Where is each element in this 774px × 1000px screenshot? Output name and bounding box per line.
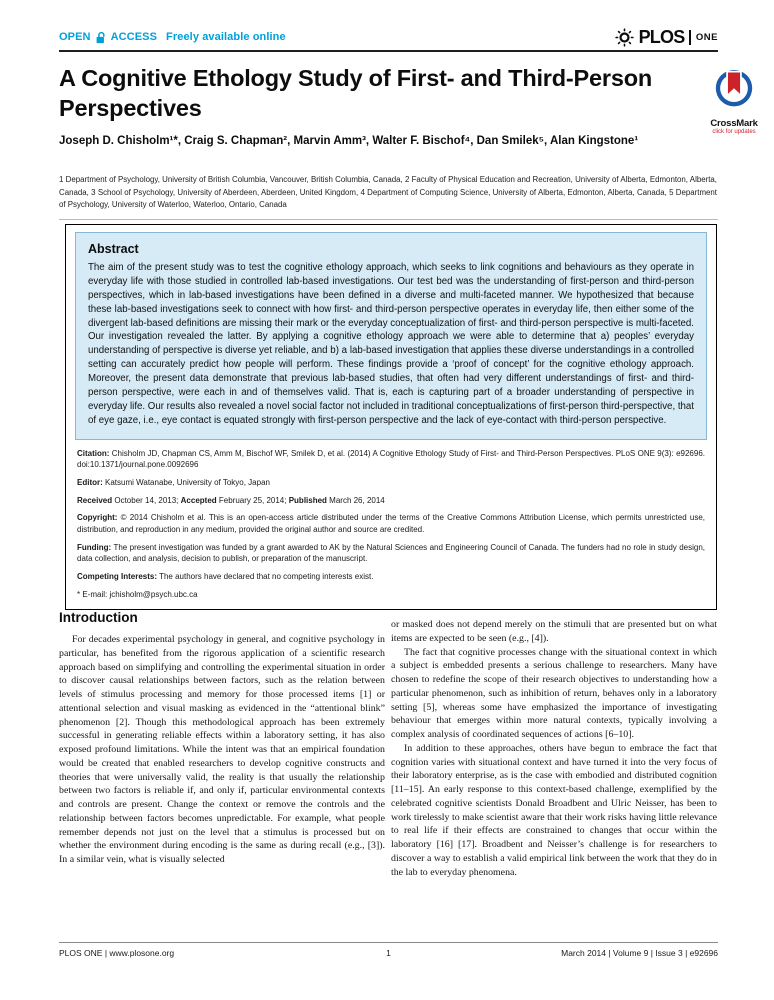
meta-accepted-label: Accepted <box>180 495 217 505</box>
meta-received-text: October 14, 2013; <box>112 495 181 505</box>
meta-competing-interests <box>77 571 705 582</box>
crossmark-icon <box>708 66 760 112</box>
meta-funding-text: The present investigation was funded by a grant awarded to AK by the Natural Sciences and Engineering Council of Canada. The funders had no role in study design, data collection, and analysis, decision to publish, or preparation of the manuscript. <box>77 542 705 564</box>
abstract-heading: Abstract <box>88 242 139 256</box>
article-title: A Cognitive Ethology Study of First- and Third-Person Perspectives <box>59 65 652 122</box>
crossmark-badge[interactable] <box>703 66 765 135</box>
open-access-open-label: OPEN <box>59 31 91 43</box>
page-header <box>59 26 718 48</box>
affiliations: 1 Department of Psychology, University of British Columbia, Vancouver, British Columbia, Canada, 2 Faculty of Physical Education and Recreation, University of Alberta, Edmonton, Alberta, Canada, 3 School of Psychology, University of Aberdeen, Aberdeen, United Kingdom, 4 Department of Computing Science, University of Alberta, Edmonton, Alberta, Canada, 5 Department of Psychology, University of Waterloo, Waterloo, Ontario, Canada <box>59 175 717 210</box>
article-meta-list <box>75 440 707 601</box>
open-lock-icon <box>95 31 107 44</box>
author-list: Joseph D. Chisholm¹*, Craig S. Chapman², Marvin Amm³, Walter F. Bischof⁴, Dan Smilek⁵, Alan Kingstone¹ <box>59 135 639 147</box>
meta-received-label: Received <box>77 495 113 505</box>
intro-paragraph: For decades experimental psychology in general, and cognitive psychology in particular, has benefited from the rigorous application of a scientific research approach based on simplifying and controlling the experimental situation in order to discover causal relationships between factors, such as the relation between levels of stimulus processing and memory for those processed items [1] or attentional selection and visual masking as evidenced in the “attentional blink” phenomenon [2]. Though this methodological approach has been extremely successful in generating reliable effects within a laboratory setting, it has also exposed profound limitations. While the intent was that an empirical foundation would be created that enabled researchers to develop cognitive constructs and theories that were universally valid, the reality is that usually the relationship between two factors is reliable if, and only if, particular environmental contexts and controls are present. Change the context or remove the controls and the relationship between factors becomes unpredictable. For example, what people remember depends not just on the level that a stimulus is processed but on whether the environment during encoding is the same as during recall (e.g., [3]). In a similar vein, what is visually selected <box>59 634 385 866</box>
meta-editor-text: Katsumi Watanabe, University of Tokyo, Japan <box>102 477 270 487</box>
open-access-access-label: ACCESS <box>110 31 158 43</box>
meta-competing-text: The authors have declared that no competing interests exist. <box>157 571 374 581</box>
intro-right-column <box>391 618 717 880</box>
meta-citation-text: Chisholm JD, Chapman CS, Amm M, Bischof WF, Smilek D, et al. (2014) A Cognitive Ethology Study of First- and Third-Person Perspectives. PLoS ONE 9(3): e92696. doi:10.1371/journal.pone.0092696 <box>77 448 705 469</box>
intro-left-column <box>59 633 385 867</box>
meta-competing-label: Competing Interests: <box>77 571 158 581</box>
page-footer <box>59 948 718 962</box>
meta-citation-label: Citation: <box>77 448 110 458</box>
intro-paragraph: The fact that cognitive processes change with the situational context in which a subject is embedded presents a serious challenge to researchers. Many have chosen to redefine the scope of their research objectives to understanding how a particular phenomenon, such as inhibition of return, behaves only in a laboratory setting [5], whereas some have emphasized the importance of investigating behaviour that emerges within more natural contexts, typically involving a complex analysis of coordinated sequences of actions [6–10]. <box>391 646 717 741</box>
meta-published-text: March 26, 2014 <box>326 495 385 505</box>
introduction-heading: Introduction <box>59 610 138 625</box>
meta-funding-label: Funding: <box>77 542 112 552</box>
meta-funding <box>77 542 705 565</box>
open-access-banner <box>59 31 286 44</box>
abstract-panel <box>75 232 707 440</box>
abstract-meta-box <box>65 224 717 610</box>
abstract-text: The aim of the present study was to test the cognitive ethology approach, which seeks to link cognitions and behaviours as they operate in everyday life with those studied in controlled lab-based investigations. Our test bed was the understanding of first-person and third-person perspectives, which in lab-based investigations have been defined in a diverse and multi-faceted manner. We hypothesized that because these lab-based investigations seek to connect with how first- and third-person perspective operates in everyday life, then either some of the divergent lab-based definitions are missing their mark or the everyday conceptualization of first- and third-person perspective is multi-faceted. Our investigation revealed the latter. By applying a cognitive ethology approach we were able to determine that a) peoples’ everyday understanding of perspective is diverse yet reliable, and b) a lab-based investigation that applies these diverse understandings in a controlled setting can accurately predict how people will perform. These findings provide a ‘proof of concept’ for the cognitive ethology approach. Moreover, the present data demonstrate that previous lab-based studies, that often had very different understandings of first- and third-person perspective, were each in and of themselves valid. That is, each is capturing part of a broader understanding of perspective in everyday life. Our results also revealed a novel social factor not included in traditional conceptualizations of first-person third-perspective, that of eye gaze, i.e., eye contact is equated strongly with first-person perspective and the lack of eye-contact with third-person perspective. <box>88 262 694 426</box>
footer-rule <box>59 942 718 943</box>
meta-copyright <box>77 512 705 535</box>
crossmark-subtitle: click for updates <box>712 129 756 135</box>
plos-wordmark: PLOS <box>638 26 685 47</box>
intro-paragraph: or masked does not depend merely on the stimuli that are presented but on what items are expected to be seen (e.g., [4]). <box>391 619 717 644</box>
plos-gear-icon <box>615 28 634 47</box>
plos-one-label: ONE <box>695 31 718 43</box>
crossmark-title: CrossMark <box>710 118 758 129</box>
intro-paragraph: In addition to these approaches, others have begun to embrace the fact that cognition varies with situational context and have turned it into the very focus of their laboratory enterprise, as is the case with embodied and distributed cognition [11–15]. An early response to this context-based challenge, exemplified by the celebrated cognitive scientists Donald Broadbent and Ulric Neisser, has been to work tirelessly to make scientist aware that their work risks having little relevance to real life if their effects are constrained to changes that occur within the laboratory [16] [17]. Broadbent and Neisser’s challenge is for researchers to discover a way to establish a valid empirical link between the work that they do in the lab to everyday phenomena. <box>391 742 717 878</box>
footer-issue-info: March 2014 | Volume 9 | Issue 3 | e92696 <box>561 948 718 958</box>
freely-available-label: Freely available online <box>166 31 286 43</box>
meta-editor-label: Editor: <box>77 477 103 487</box>
header-rule <box>59 50 718 52</box>
footer-journal-label: PLOS ONE | www.plosone.org <box>59 948 175 958</box>
meta-editor <box>77 477 705 488</box>
plos-one-logo <box>615 27 718 48</box>
meta-copyright-label: Copyright: <box>77 513 118 523</box>
meta-email: * E-mail: jchisholm@psych.ubc.ca <box>77 589 198 599</box>
meta-dates <box>77 495 705 506</box>
meta-published-label: Published <box>288 495 327 505</box>
logo-divider <box>689 30 691 45</box>
meta-copyright-text: © 2014 Chisholm et al. This is an open-access article distributed under the terms of the Creative Commons Attribution License, which permits unrestricted use, distribution, and reproduction in any medium, provided the original author and source are credited. <box>77 513 705 534</box>
meta-citation <box>77 448 705 471</box>
meta-accepted-text: February 25, 2014; <box>216 495 289 505</box>
affiliations-rule <box>59 219 718 220</box>
footer-page-number: 1 <box>386 948 391 958</box>
